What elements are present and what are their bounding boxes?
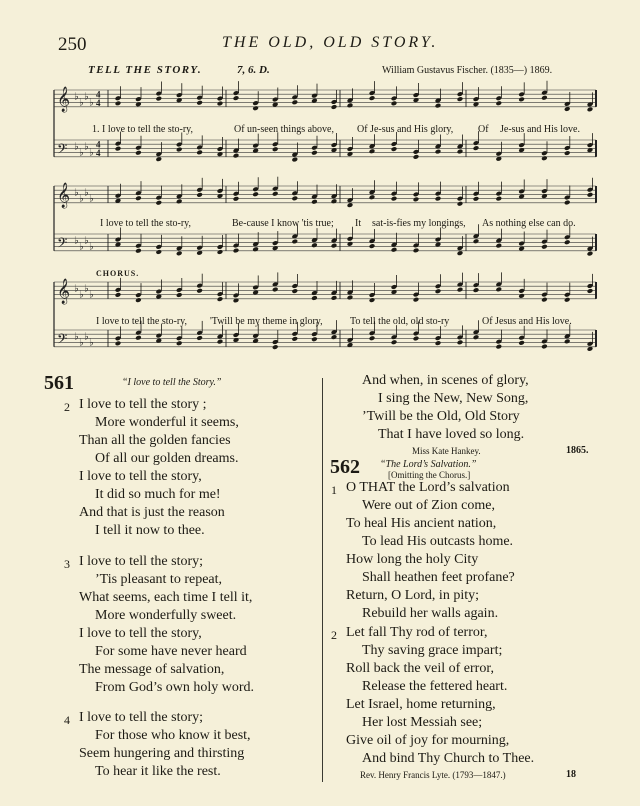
- hymn-562-v1-line-5: How long the holy City: [346, 552, 479, 567]
- note-head: [391, 101, 398, 107]
- note-head: [233, 196, 240, 202]
- lyric-3-3: To tell the old, old sto-ry: [350, 316, 450, 327]
- note-head: [564, 297, 571, 303]
- hymn-561-v2-line-1: I love to tell the story ;: [79, 397, 207, 412]
- tune-meter: 7, 6. D.: [237, 64, 270, 76]
- hymn-562-v1-line-8: Rebuild her walls again.: [362, 606, 499, 621]
- hymn-562-v1-line-4: To lead His outcasts home.: [362, 534, 514, 549]
- note-head: [155, 156, 162, 162]
- hymn-561-v3-line-6: For some have never heard: [95, 644, 247, 659]
- note-head: [155, 249, 162, 255]
- hymn-562-number: 562: [330, 456, 360, 478]
- column-divider: [322, 378, 323, 782]
- note-head: [135, 101, 142, 107]
- hymn-561-v2-line-5: I love to tell the story,: [79, 469, 202, 484]
- note-head: [176, 199, 183, 205]
- hymn-561-v2-line-2: More wonderful it seems,: [95, 415, 239, 430]
- hymn-562-v1-line-3: To heal His ancient nation,: [346, 516, 497, 531]
- time-signature: 4: [96, 89, 101, 100]
- chorus-label: CHORUS.: [96, 269, 140, 278]
- note-head: [391, 247, 398, 253]
- note-head: [473, 238, 480, 244]
- hymn-561-v3-line-4: More wonderfully sweet.: [95, 608, 237, 623]
- note-head: [135, 297, 142, 303]
- hymn-561-v3-line-7: The message of salvation,: [79, 662, 225, 677]
- note-head: [473, 145, 480, 151]
- hymn-561-v2-line-8: I tell it now to thee.: [95, 523, 205, 538]
- note-head: [196, 288, 203, 294]
- bass-clef: 𝄢: [57, 234, 68, 254]
- note-head: [217, 249, 224, 255]
- hymn-561-v3-line-1: I love to tell the story;: [79, 554, 204, 569]
- note-head: [587, 288, 594, 294]
- note-head: [541, 344, 548, 350]
- lyric-2-1: I love to tell the sto-ry,: [100, 218, 191, 229]
- hymn-562-subtitle: [Omitting the Chorus.]: [388, 470, 471, 480]
- note-head: [495, 287, 502, 293]
- note-head: [311, 242, 318, 248]
- note-head: [217, 193, 224, 199]
- note-head: [331, 198, 338, 204]
- note-head: [564, 200, 571, 206]
- hymn-562-v2-line-6: Her lost Messiah see;: [362, 715, 483, 730]
- note-head: [176, 251, 183, 257]
- note-head: [135, 195, 142, 201]
- note-head: [391, 196, 398, 202]
- note-head: [176, 292, 183, 298]
- note-head: [457, 250, 464, 256]
- note-head: [233, 153, 240, 159]
- note-head: [587, 107, 594, 113]
- note-head: [115, 146, 122, 152]
- note-head: [541, 297, 548, 303]
- note-head: [518, 293, 525, 299]
- note-head: [413, 197, 420, 203]
- lyric-1-3: Of Je-sus and His glory,: [357, 124, 454, 135]
- note-head: [291, 336, 298, 342]
- note-head: [369, 194, 376, 200]
- note-head: [311, 150, 318, 156]
- hymn-562-title: “The Lord’s Salvation.”: [380, 459, 477, 470]
- note-head: [135, 335, 142, 341]
- note-head: [391, 146, 398, 152]
- note-head: [587, 251, 594, 257]
- hymn-561-v2-line-6: It did so much for me!: [95, 487, 221, 502]
- note-head: [291, 195, 298, 201]
- hymn-561-cont-line-4: That I have loved so long.: [378, 427, 525, 442]
- note-head: [217, 339, 224, 345]
- hymn-562-v2-line-1: Let fall Thy rod of terror,: [346, 625, 488, 640]
- note-head: [272, 191, 279, 197]
- hymn-562-verse-1-number: 1: [331, 483, 337, 497]
- hymn-562-v1-line-1: O THAT the Lord’s salvation: [346, 480, 510, 495]
- flat-sign: ♭: [74, 331, 79, 343]
- flat-sign: ♭: [84, 283, 89, 295]
- hymn-561-year: 1865.: [566, 445, 589, 456]
- hymn-561-verse-4-number: 4: [64, 713, 70, 727]
- note-head: [196, 150, 203, 156]
- hymn-561-number: 561: [44, 372, 74, 394]
- flat-sign: ♭: [79, 337, 84, 349]
- note-head: [291, 288, 298, 294]
- composer-credit: William Gustavus Fischer. (1835—) 1869.: [382, 65, 553, 76]
- hymn-561-v4-line-3: Seem hungering and thirsting: [79, 746, 245, 761]
- flat-sign: ♭: [89, 241, 94, 253]
- note-head: [347, 241, 354, 247]
- note-head: [369, 243, 376, 249]
- hymn-562-verse-2-number: 2: [331, 628, 337, 642]
- note-head: [473, 196, 480, 202]
- note-head: [369, 148, 376, 154]
- lyric-1-4: Of: [478, 124, 489, 135]
- flat-sign: ♭: [89, 289, 94, 301]
- running-title: THE OLD, OLD STORY.: [222, 34, 439, 51]
- hymn-561-v3-line-8: From God’s own holy word.: [95, 680, 255, 695]
- note-head: [587, 192, 594, 198]
- note-head: [518, 340, 525, 346]
- note-head: [217, 296, 224, 302]
- note-head: [272, 287, 279, 293]
- note-head: [233, 95, 240, 101]
- flat-sign: ♭: [79, 147, 84, 159]
- note-head: [291, 99, 298, 105]
- note-head: [413, 248, 420, 254]
- note-head: [196, 192, 203, 198]
- flat-sign: ♭: [74, 91, 79, 103]
- note-head: [541, 244, 548, 250]
- hymn-561-verse-2-number: 2: [64, 400, 70, 414]
- hymn-561-v4-line-2: For those who know it best,: [95, 728, 251, 743]
- treble-clef: 𝄞: [57, 182, 71, 208]
- note-head: [196, 335, 203, 341]
- note-head: [413, 297, 420, 303]
- note-head: [369, 335, 376, 341]
- note-head: [435, 196, 442, 202]
- note-head: [391, 289, 398, 295]
- time-signature: 4: [96, 97, 101, 108]
- note-head: [115, 100, 122, 106]
- note-head: [311, 336, 318, 342]
- hymn-561-v4-line-1: I love to tell the story;: [79, 710, 204, 725]
- note-head: [495, 243, 502, 249]
- hymn-561-cont-line-1: And when, in scenes of glory,: [362, 373, 529, 388]
- note-head: [311, 295, 318, 301]
- note-head: [473, 334, 480, 340]
- lyric-2-5: As nothing else can do.: [482, 218, 576, 229]
- note-head: [252, 246, 259, 252]
- note-head: [233, 337, 240, 343]
- note-head: [457, 201, 464, 207]
- hymn-562-v2-line-8: And bind Thy Church to Thee.: [362, 751, 535, 766]
- flat-sign: ♭: [74, 235, 79, 247]
- flat-sign: ♭: [79, 97, 84, 109]
- treble-clef: 𝄞: [57, 86, 71, 112]
- note-head: [347, 151, 354, 157]
- note-head: [369, 297, 376, 303]
- flat-sign: ♭: [79, 289, 84, 301]
- flat-sign: ♭: [74, 283, 79, 295]
- time-signature: 4: [96, 139, 101, 150]
- hymn-561-cont-line-3: ’Twill be the Old, Old Story: [362, 409, 520, 424]
- note-head: [272, 146, 279, 152]
- note-head: [541, 155, 548, 161]
- note-head: [176, 147, 183, 153]
- note-head: [564, 339, 571, 345]
- hymn-562-v2-line-5: Let Israel, home returning,: [346, 697, 496, 712]
- treble-clef: 𝄞: [57, 278, 71, 304]
- hymn-561-v3-line-2: ’Tis pleasant to repeat,: [95, 572, 223, 587]
- page-number: 250: [58, 34, 87, 55]
- note-head: [176, 340, 183, 346]
- note-head: [331, 295, 338, 301]
- note-head: [291, 157, 298, 163]
- note-head: [457, 287, 464, 293]
- hymn-561-verse-3-number: 3: [64, 557, 70, 571]
- note-head: [155, 200, 162, 206]
- flat-sign: ♭: [84, 331, 89, 343]
- note-head: [252, 191, 259, 197]
- hymn-562-v1-line-7: Return, O Lord, in pity;: [346, 588, 479, 603]
- hymn-562-v2-line-7: Give oil of joy for mourning,: [346, 733, 510, 748]
- hymn-561-v2-line-3: Than all the golden fancies: [79, 433, 231, 448]
- note-head: [331, 147, 338, 153]
- note-head: [115, 292, 122, 298]
- hymn-561-author: Miss Kate Hankey.: [412, 446, 481, 456]
- hymn-561-title: “I love to tell the Story.”: [122, 377, 222, 388]
- flat-sign: ♭: [74, 141, 79, 153]
- flat-sign: ♭: [89, 97, 94, 109]
- note-head: [272, 344, 279, 350]
- flat-sign: ♭: [89, 193, 94, 205]
- hymn-561-cont-line-2: I sing the New, New Song,: [378, 391, 529, 406]
- hymn-562-v1-line-2: Were out of Zion come,: [362, 498, 495, 513]
- tune-title: TELL THE STORY.: [88, 64, 203, 76]
- note-head: [233, 298, 240, 304]
- hymn-561-v4-line-4: To hear it like the rest.: [95, 764, 221, 779]
- lyric-2-4: sat-is-fies my longings,: [372, 218, 466, 229]
- note-head: [196, 100, 203, 106]
- flat-sign: ♭: [74, 187, 79, 199]
- note-head: [495, 100, 502, 106]
- note-head: [495, 196, 502, 202]
- note-head: [115, 341, 122, 347]
- note-head: [369, 95, 376, 101]
- flat-sign: ♭: [79, 193, 84, 205]
- hymn-562-v2-line-2: Thy saving grace impart;: [362, 643, 503, 658]
- note-head: [155, 96, 162, 102]
- note-head: [413, 336, 420, 342]
- note-head: [311, 199, 318, 205]
- note-head: [217, 151, 224, 157]
- lyric-1-5: Je-sus and His love.: [500, 124, 580, 135]
- note-head: [233, 248, 240, 254]
- note-head: [347, 295, 354, 301]
- flat-sign: ♭: [79, 241, 84, 253]
- note-head: [217, 101, 224, 107]
- flat-sign: ♭: [84, 187, 89, 199]
- flat-sign: ♭: [89, 337, 94, 349]
- note-head: [435, 103, 442, 109]
- lyric-3-1: I love to tell the sto-ry,: [96, 316, 187, 327]
- note-head: [252, 105, 259, 111]
- time-signature: 4: [96, 147, 101, 158]
- note-head: [347, 103, 354, 109]
- hymn-562-v2-line-3: Roll back the veil of error,: [346, 661, 494, 676]
- hymn-561-v3-line-5: I love to tell the story,: [79, 626, 202, 641]
- note-head: [518, 97, 525, 103]
- note-head: [435, 288, 442, 294]
- hymn-562-v2-line-4: Release the fettered heart.: [362, 679, 508, 694]
- note-head: [272, 245, 279, 251]
- note-head: [564, 150, 571, 156]
- note-head: [135, 150, 142, 156]
- hymn-561-v3-line-3: What seems, each time I tell it,: [79, 590, 253, 605]
- note-head: [457, 340, 464, 346]
- note-head: [541, 95, 548, 101]
- note-head: [495, 344, 502, 350]
- note-head: [331, 243, 338, 249]
- hymn-562-year: 18: [566, 769, 576, 780]
- note-head: [291, 239, 298, 245]
- note-head: [331, 334, 338, 340]
- note-head: [457, 96, 464, 102]
- flat-sign: ♭: [84, 141, 89, 153]
- lyric-2-3: It: [355, 218, 362, 229]
- flat-sign: ♭: [84, 235, 89, 247]
- flat-sign: ♭: [84, 91, 89, 103]
- note-head: [473, 287, 480, 293]
- note-head: [391, 339, 398, 345]
- hymn-562-author: Rev. Henry Francis Lyte. (1793—1847.): [360, 770, 506, 780]
- lyric-3-2: 'Twill be my theme in glory,: [210, 316, 323, 327]
- hymn-561-v2-line-4: Of all our golden dreams.: [95, 451, 239, 466]
- note-head: [413, 154, 420, 160]
- note-head: [435, 149, 442, 155]
- note-head: [347, 202, 354, 208]
- flat-sign: ♭: [89, 147, 94, 159]
- bass-clef: 𝄢: [57, 330, 68, 350]
- lyric-1-2: Of un-seen things above,: [234, 124, 334, 135]
- note-head: [473, 101, 480, 107]
- note-head: [564, 239, 571, 245]
- bass-clef: 𝄢: [57, 140, 68, 160]
- note-head: [435, 340, 442, 346]
- lyric-3-4: Of Jesus and His love.: [482, 316, 572, 327]
- hymn-562-v1-line-6: Shall heathen feet profane?: [362, 570, 515, 585]
- lyric-2-2: Be-cause I know 'tis true;: [232, 218, 334, 229]
- note-head: [135, 248, 142, 254]
- note-head: [331, 104, 338, 110]
- hymn-561-v2-line-7: And that is just the reason: [79, 505, 225, 520]
- lyric-1-1: 1. I love to tell the sto-ry,: [92, 124, 193, 135]
- note-head: [457, 149, 464, 155]
